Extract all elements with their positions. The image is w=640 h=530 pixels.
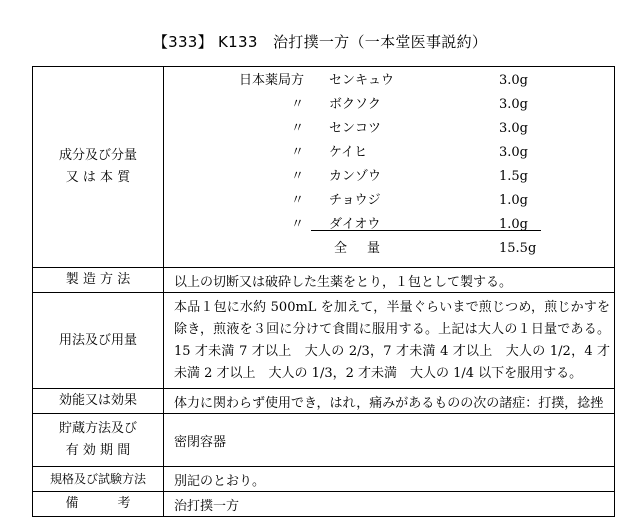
ingredient-name: センコツ [329,121,382,136]
usage-label: 用法及び用量 [33,293,164,389]
efficacy-label: 効能又は効果 [33,389,164,414]
ingredient-name: ボクソク [329,97,381,112]
total-label: 全量 [334,241,401,256]
ingredient-source: 日本薬局方 [238,73,304,88]
manufacturing-label: 製 造 方 法 [33,268,164,293]
ingredient-amount: 3.0g [499,97,528,112]
composition-label-line2: 又 は 本 質 [65,170,131,185]
spec-row [33,467,615,492]
spec-text: 別記のとおり。 [164,467,615,492]
ingredient-source: 〃 [290,97,304,112]
total-amount: 15.5g [499,241,537,256]
ingredient-amount: 3.0g [499,121,528,136]
usage-row [33,293,615,389]
ingredient-amount: 1.5g [499,169,528,184]
ingredient-amount: 3.0g [499,73,528,88]
storage-row [33,414,615,467]
ingredient-row [174,71,628,91]
composition-content [164,67,615,268]
total-row [174,239,628,259]
ingredient-source: 〃 [290,193,304,208]
usage-text: 本品１包に水約 500mL を加えて，半量ぐらいまで煎じつめ，煎じかすを除き，煎液を３回に分けて食間に服用する。上記は大人の１日量である。15 才未満 7 才以上 大人の 2/3，7 才未満 4 才以上 大人の 1/2，4 才未満 2 才以上 大人の 1/3，2 才未満 大人の 1/4 以下を服用する。 [164,293,615,389]
efficacy-row [33,389,615,414]
ingredient-row [174,191,628,211]
ingredient-amount: 1.0g [499,217,528,232]
ingredient-name: カンゾウ [329,169,382,184]
remarks-text: 治打撲一方 [164,492,615,517]
ingredient-source: 〃 [290,121,304,136]
composition-label-line1: 成分及び分量 [58,148,137,163]
ingredient-row [174,143,628,163]
remarks-row [33,492,615,517]
manufacturing-row [33,268,615,293]
ingredient-source: 〃 [290,217,304,232]
ingredient-list [174,67,614,267]
storage-label-line2: 有 効 期 間 [65,443,131,458]
total-divider-line [311,230,541,231]
ingredient-name: ケイヒ [329,145,368,160]
spec-label: 規格及び試験方法 [33,467,164,492]
ingredient-row [174,95,628,115]
remarks-label: 備 考 [33,492,164,517]
ingredient-source: 〃 [290,169,304,184]
composition-label [33,67,164,268]
composition-row [33,67,615,268]
document-title: 【333】 K133 治打撲一方（一本堂医事説約） [152,33,488,51]
ingredient-name: センキュウ [329,73,395,88]
ingredient-row [174,215,628,235]
storage-label-line1: 貯蔵方法及び [58,421,137,436]
ingredient-name: ダイオウ [329,217,381,232]
ingredient-row [174,119,628,139]
manufacturing-text: 以上の切断又は破砕した生薬をとり，１包として製する。 [164,268,615,293]
ingredient-name: チョウジ [329,193,381,208]
storage-label [33,414,164,467]
ingredient-amount: 1.0g [499,193,528,208]
storage-text: 密閉容器 [164,414,615,467]
ingredient-source: 〃 [290,145,304,160]
monograph-table [32,66,615,517]
efficacy-text: 体力に関わらず使用でき，はれ，痛みがあるものの次の諸症：打撲，捻挫 [164,389,615,414]
ingredient-amount: 3.0g [499,145,528,160]
ingredient-row [174,167,628,187]
